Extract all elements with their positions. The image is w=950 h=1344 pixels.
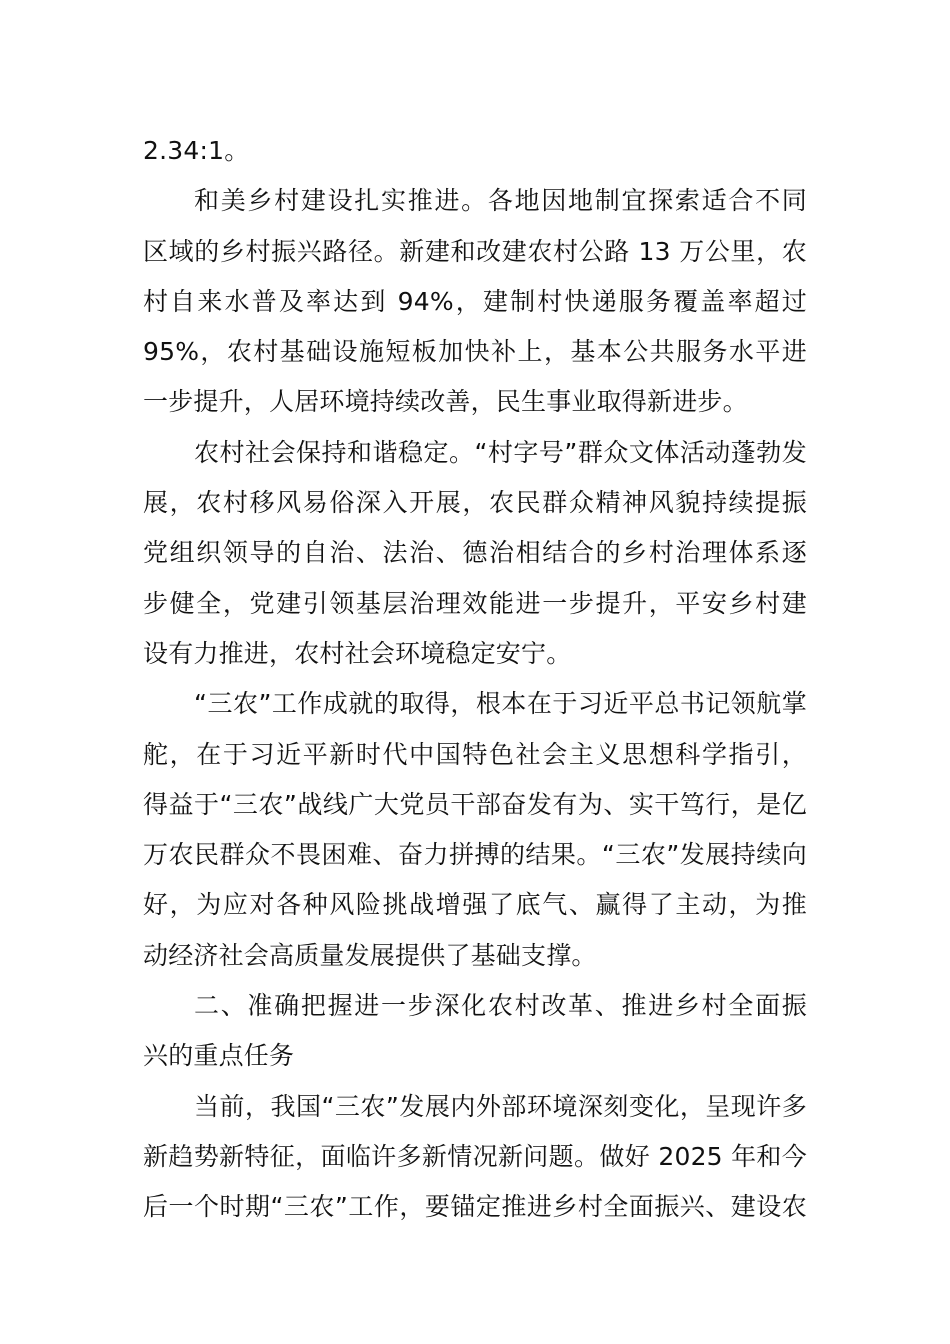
text-line: 95%，农村基础设施短板加快补上，基本公共服务水平进 [143,337,807,367]
text-line: 党组织领导的自治、法治、德治相结合的乡村治理体系逐 [143,538,807,568]
document-body [143,126,807,1233]
text-line: 当前，我国“三农”发展内外部环境深刻变化，呈现许多 [194,1091,807,1121]
text-line: 和美乡村建设扎实推进。各地因地制宜探索适合不同 [194,186,807,216]
text-line: 一步提升，人居环境持续改善，民生事业取得新进步。 [143,387,748,417]
text-line: 村自来水普及率达到 94%，建制村快递服务覆盖率超过 [143,286,807,316]
text-line: 步健全，党建引领基层治理效能进一步提升，平安乡村建 [143,588,807,618]
text-line: 展，农村移风易俗深入开展，农民群众精神风貌持续提振 [143,488,807,518]
text-line: 得益于“三农”战线广大党员干部奋发有为、实干笃行，是亿 [143,789,807,819]
text-line: “三农”工作成就的取得，根本在于习近平总书记领航掌 [194,689,807,719]
text-line: 舵，在于习近平新时代中国特色社会主义思想科学指引， [143,739,807,769]
text-line: 后一个时期“三农”工作，要锚定推进乡村全面振兴、建设农 [143,1192,807,1222]
text-line: 万农民群众不畏困难、奋力拼搏的结果。“三农”发展持续向 [143,840,807,870]
text-line: 农村社会保持和谐稳定。“村字号”群众文体活动蓬勃发 [194,437,807,467]
text-line: 区域的乡村振兴路径。新建和改建农村公路 13 万公里，农 [143,236,807,266]
text-line: 兴的重点任务 [143,1041,295,1071]
text-line: 新趋势新特征，面临许多新情况新问题。做好 2025 年和今 [143,1141,807,1171]
text-line: 动经济社会高质量发展提供了基础支撑。 [143,940,597,970]
text-line: 好，为应对各种风险挑战增强了底气、赢得了主动，为推 [143,890,807,920]
text-line: 2.34:1。 [143,136,250,165]
text-line: 二、准确把握进一步深化农村改革、推进乡村全面振 [194,991,807,1021]
text-line: 设有力推进，农村社会环境稳定安宁。 [143,638,572,668]
